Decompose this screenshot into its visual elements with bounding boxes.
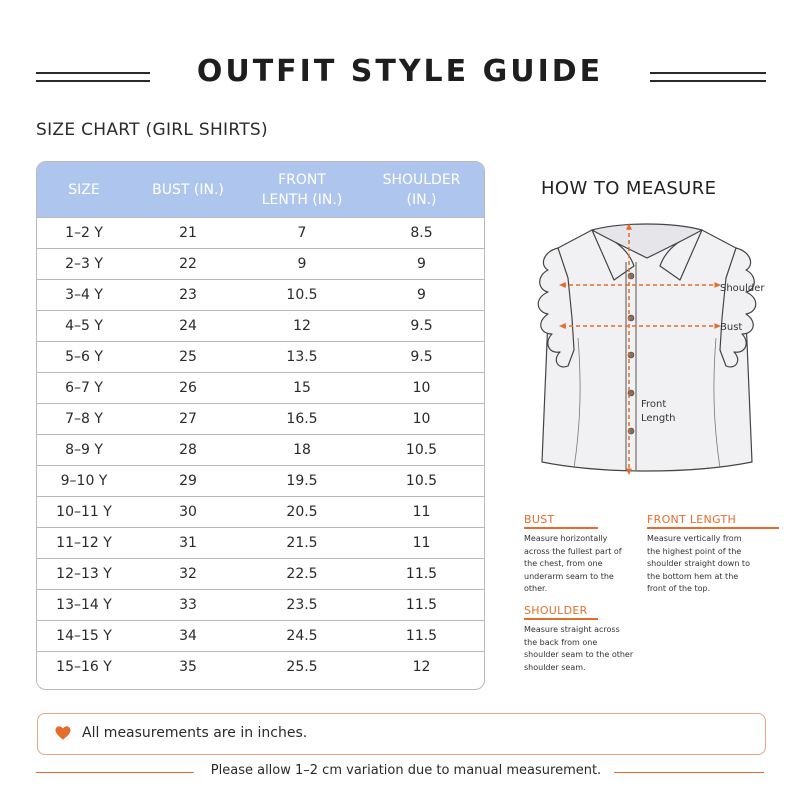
description-line: Measure horizontally [524, 534, 608, 543]
cell-bust: 27 [131, 404, 245, 435]
cell-front-length: 7 [245, 218, 359, 249]
table-row [37, 528, 484, 559]
cell-bust: 31 [131, 528, 245, 559]
cell-shoulder: 11 [359, 528, 484, 559]
table-row [37, 652, 484, 683]
cell-bust: 22 [131, 249, 245, 280]
table-row [37, 497, 484, 528]
cell-size: 2–3 Y [37, 249, 131, 280]
cell-size: 8–9 Y [37, 435, 131, 466]
description-line: across the fullest part of [524, 546, 622, 556]
description-line: underarm seam to the [524, 571, 614, 581]
cell-bust: 35 [131, 652, 245, 683]
cell-size: 7–8 Y [37, 404, 131, 435]
table-row [37, 311, 484, 342]
cell-front-length: 23.5 [245, 590, 359, 621]
cell-front-length: 18 [245, 435, 359, 466]
title-divider-left [36, 72, 150, 82]
page-title: OUTFIT STYLE GUIDE [196, 54, 604, 89]
cell-bust: 34 [131, 621, 245, 652]
footer-text: Please allow 1–2 cm variation due to manual measurement. [210, 763, 602, 778]
description-line: the bottom hem at the [647, 571, 739, 581]
cell-shoulder: 9.5 [359, 311, 484, 342]
size-chart-table [36, 161, 485, 690]
table-row [37, 435, 484, 466]
cell-shoulder: 12 [359, 652, 484, 683]
label-shoulder: Shoulder [720, 283, 765, 294]
how-to-measure-title: HOW TO MEASURE [541, 178, 717, 199]
cell-size: 3–4 Y [37, 280, 131, 311]
cell-size: 12–13 Y [37, 559, 131, 590]
description-line: shoulder straight down to [647, 559, 750, 568]
cell-size: 4–5 Y [37, 311, 131, 342]
cell-shoulder: 11.5 [359, 559, 484, 590]
cell-shoulder: 11 [359, 497, 484, 528]
cell-shoulder: 8.5 [359, 218, 484, 249]
shirt-diagram [522, 218, 772, 488]
shoulder-underline [524, 618, 598, 620]
table-header-row [37, 162, 484, 218]
cell-front-length: 19.5 [245, 466, 359, 497]
cell-shoulder: 10.5 [359, 435, 484, 466]
table-row [37, 280, 484, 311]
description-line: shoulder seam. [524, 662, 586, 672]
column-header-bust: BUST (IN.) [131, 162, 245, 218]
cell-front-length: 21.5 [245, 528, 359, 559]
cell-shoulder: 10.5 [359, 466, 484, 497]
shoulder-description [524, 624, 644, 674]
heart-icon [54, 724, 72, 742]
cell-shoulder: 10 [359, 373, 484, 404]
table-row [37, 218, 484, 249]
cell-size: 5–6 Y [37, 342, 131, 373]
size-chart-title: SIZE CHART (GIRL SHIRTS) [36, 120, 268, 140]
note-box [37, 713, 766, 755]
cell-bust: 33 [131, 590, 245, 621]
cell-bust: 21 [131, 218, 245, 249]
cell-size: 1–2 Y [37, 218, 131, 249]
cell-bust: 24 [131, 311, 245, 342]
table-row [37, 404, 484, 435]
cell-front-length: 16.5 [245, 404, 359, 435]
front-length-description [647, 533, 782, 596]
title-row [0, 48, 800, 104]
cell-size: 13–14 Y [37, 590, 131, 621]
table-row [37, 590, 484, 621]
front-length-underline [647, 527, 779, 529]
description-line: the chest, from one [524, 559, 603, 568]
cell-front-length: 10.5 [245, 280, 359, 311]
cell-front-length: 25.5 [245, 652, 359, 683]
footer-line-right [614, 772, 764, 773]
cell-front-length: 9 [245, 249, 359, 280]
description-line: Measure vertically from [647, 534, 742, 543]
label-front-length: Front Length [641, 399, 676, 424]
cell-front-length: 24.5 [245, 621, 359, 652]
cell-bust: 23 [131, 280, 245, 311]
bust-underline [524, 527, 598, 529]
cell-bust: 25 [131, 342, 245, 373]
description-line: Measure straight across [524, 625, 620, 634]
table-row [37, 373, 484, 404]
cell-shoulder: 11.5 [359, 621, 484, 652]
label-bust: Bust [720, 322, 743, 333]
cell-front-length: 13.5 [245, 342, 359, 373]
cell-bust: 32 [131, 559, 245, 590]
cell-size: 6–7 Y [37, 373, 131, 404]
bust-description [524, 533, 634, 596]
description-line: the back from one [524, 637, 598, 647]
cell-size: 10–11 Y [37, 497, 131, 528]
cell-size: 14–15 Y [37, 621, 131, 652]
column-header-front-length: FRONT LENTH (IN.) [245, 162, 359, 218]
cell-bust: 29 [131, 466, 245, 497]
title-divider-right [650, 72, 766, 82]
cell-shoulder: 11.5 [359, 590, 484, 621]
front-length-heading: FRONT LENGTH [647, 513, 737, 526]
table-row [37, 466, 484, 497]
description-line: the highest point of the [647, 546, 742, 556]
description-line: other. [524, 584, 548, 593]
cell-front-length: 22.5 [245, 559, 359, 590]
cell-shoulder: 9 [359, 280, 484, 311]
cell-size: 11–12 Y [37, 528, 131, 559]
note-text: All measurements are in inches. [82, 725, 308, 741]
cell-shoulder: 10 [359, 404, 484, 435]
column-header-size: SIZE [37, 162, 131, 218]
cell-bust: 30 [131, 497, 245, 528]
bust-heading: BUST [524, 513, 555, 526]
table-row [37, 249, 484, 280]
column-header-shoulder: SHOULDER (IN.) [359, 162, 484, 218]
footer-line-left [36, 772, 194, 773]
cell-front-length: 20.5 [245, 497, 359, 528]
table-row [37, 342, 484, 373]
shoulder-heading: SHOULDER [524, 604, 588, 617]
cell-front-length: 12 [245, 311, 359, 342]
cell-size: 9–10 Y [37, 466, 131, 497]
cell-shoulder: 9 [359, 249, 484, 280]
cell-front-length: 15 [245, 373, 359, 404]
description-line: shoulder seam to the other [524, 650, 634, 659]
cell-size: 15–16 Y [37, 652, 131, 683]
description-line: front of the top. [647, 584, 711, 593]
cell-shoulder: 9.5 [359, 342, 484, 373]
cell-bust: 28 [131, 435, 245, 466]
table-row [37, 621, 484, 652]
cell-bust: 26 [131, 373, 245, 404]
table-row [37, 559, 484, 590]
